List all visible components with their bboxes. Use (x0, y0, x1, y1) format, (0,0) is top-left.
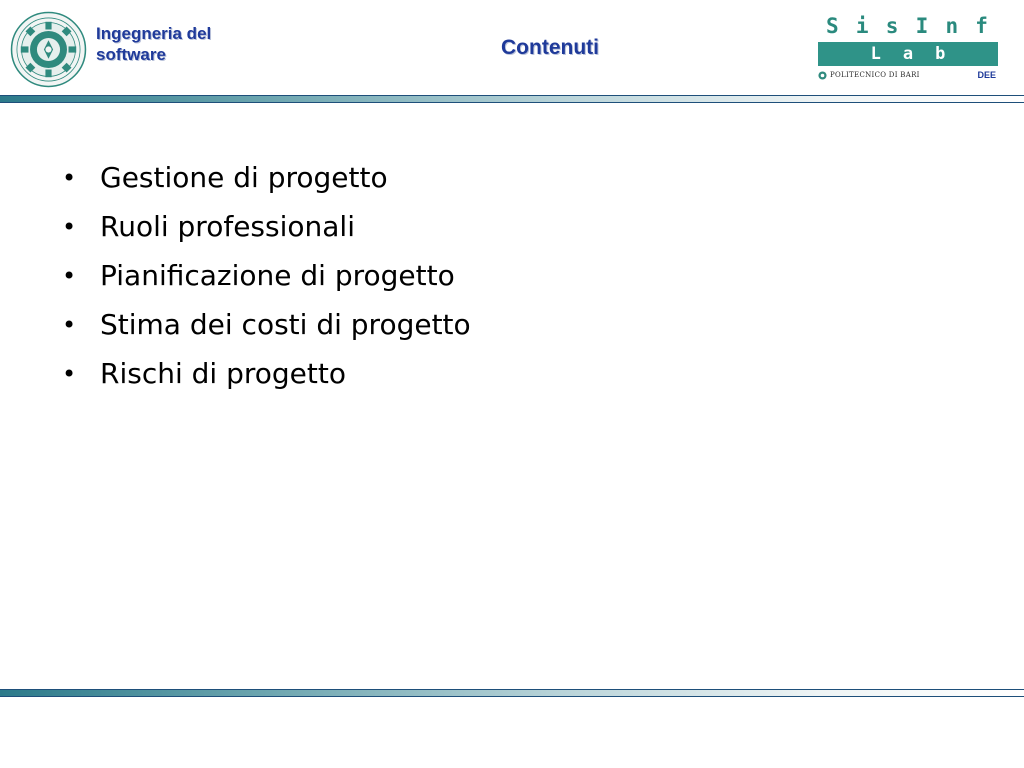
bullet-item (58, 205, 471, 254)
lab-logo-bar-letter: L (870, 44, 881, 64)
bullet-item (58, 156, 471, 205)
lab-logo-bar-letter: a (902, 44, 914, 64)
header-divider (0, 95, 1024, 103)
footer-divider (0, 689, 1024, 697)
bullet-dot: • (62, 262, 77, 290)
bullet-dot: • (62, 213, 77, 241)
bullet-text: Ruoli professionali (100, 210, 355, 243)
course-title: Ingegneria del software (96, 24, 212, 64)
university-seal-icon (10, 11, 87, 88)
bullet-item (58, 254, 471, 303)
lab-logo-letter: s (885, 14, 901, 38)
institution-gear-icon (818, 71, 827, 80)
bullet-text: Stima dei costi di progetto (100, 308, 471, 341)
lab-logo-letter: f (975, 14, 990, 38)
lab-logo-letter: n (945, 14, 961, 38)
bullet-item (58, 303, 471, 352)
lab-logo (818, 14, 998, 84)
lab-logo-top-text (818, 14, 998, 40)
lab-logo-letter: I (915, 14, 931, 38)
bullet-dot: • (62, 164, 77, 192)
bullet-dot: • (62, 360, 77, 388)
lab-logo-letter: S (826, 14, 841, 38)
department-logo: DEE (977, 70, 996, 80)
lab-logo-bar-letter: b (935, 44, 946, 64)
lab-logo-letter: i (855, 14, 871, 38)
institution (818, 71, 920, 80)
slide-title: Contenuti (501, 36, 599, 59)
bullet-dot: • (62, 311, 77, 339)
bullet-item (58, 352, 471, 401)
bullet-list (58, 156, 471, 401)
bullet-text: Rischi di progetto (100, 357, 346, 390)
lab-logo-bar (818, 42, 998, 66)
lab-logo-footer (818, 68, 998, 82)
bullet-text: Gestione di progetto (100, 161, 388, 194)
institution-name: POLITECNICO DI BARI (830, 71, 920, 79)
bullet-text: Pianificazione di progetto (100, 259, 455, 292)
